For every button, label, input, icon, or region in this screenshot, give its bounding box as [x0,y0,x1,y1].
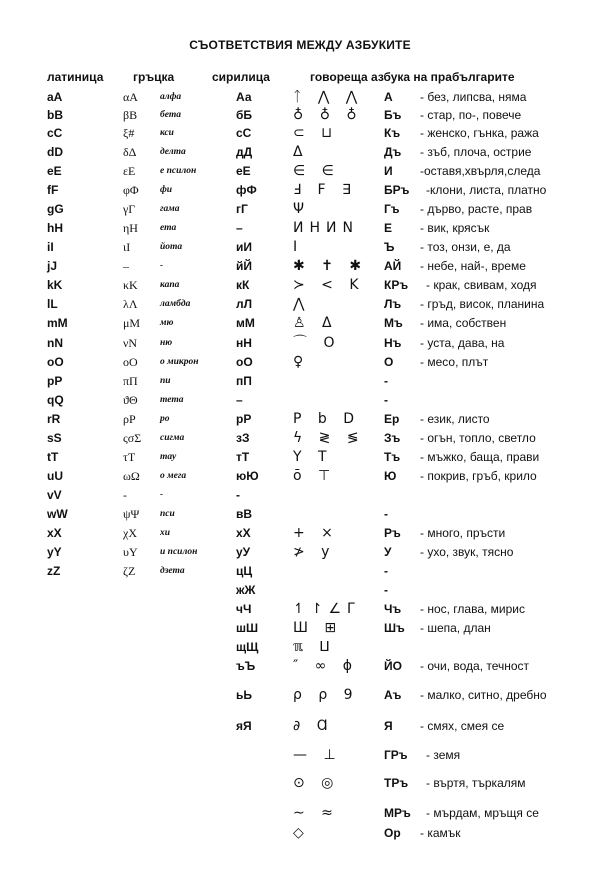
proto-glyph: P b D [293,411,361,427]
cyrillic-letter: жЖ [236,583,256,597]
table-row [0,257,600,275]
page-title: СЪОТВЕТСТВИЯ МЕЖДУ АЗБУКИТЕ [189,38,411,52]
proto-meaning: - крак, свивам, ходя [426,278,537,292]
proto-letter: Лъ [384,297,402,311]
latin-letter: jJ [47,259,58,273]
latin-letter: vV [47,488,62,502]
cyrillic-letter: лЛ [236,297,253,311]
proto-meaning: - вик, крясък [420,221,490,235]
proto-meaning: - стар, по-, повече [420,108,522,122]
table-row [0,219,600,237]
table-row [0,448,600,466]
greek-letter-name: е псилон [160,166,197,176]
proto-letter: Я [384,719,393,733]
proto-letter: Нъ [384,336,402,350]
greek-letter: δΔ [123,145,137,159]
greek-letter-name: ро [160,414,170,424]
cyrillic-letter: мМ [236,316,255,330]
table-row [0,143,600,161]
proto-letter: Аъ [384,688,402,702]
table-row [0,106,600,124]
table-row [0,391,600,409]
latin-letter: eE [47,164,62,178]
greek-letter: ιΙ [123,240,131,254]
proto-meaning: - много, пръсти [420,526,506,540]
proto-letter: ЙО [384,659,402,673]
greek-letter-name: алфа [160,92,182,102]
greek-letter-name: о микрон [160,357,199,367]
table-row [0,619,600,637]
table-row [0,295,600,313]
greek-letter: ρΡ [123,412,136,426]
latin-letter: lL [47,297,58,311]
greek-letter-name: - [160,490,164,500]
latin-letter: iI [47,240,54,254]
proto-glyph: Δ [293,144,309,160]
proto-glyph: ∂ Ɑ [293,718,334,734]
proto-glyph: ≻ < K [293,277,365,293]
proto-meaning: - без, липсва, няма [420,90,527,104]
greek-letter: – [123,259,129,273]
latin-letter: cC [47,126,63,140]
proto-letter: Къ [384,126,401,140]
table-row [0,276,600,294]
proto-meaning: - малко, ситно, дребно [420,688,547,702]
greek-letter-name: и псилон [160,547,198,557]
proto-meaning: - небе, най-, време [420,259,526,273]
cyrillic-letter: сС [236,126,252,140]
greek-letter-name: ета [160,223,177,233]
proto-glyph: ρ ρ 9 [293,687,359,703]
greek-letter: λΛ [123,297,138,311]
greek-letter-name: тета [160,395,184,405]
table-row [0,88,600,106]
latin-letter: aA [47,90,63,104]
table-row [0,804,600,822]
latin-letter: oO [47,355,64,369]
proto-glyph: Ⅎ F ∃ [293,182,357,198]
table-row [0,562,600,580]
greek-letter: υΥ [123,545,138,559]
greek-letter: ψΨ [123,507,140,521]
table-row [0,181,600,199]
header-proto: говореща азбука на прабългарите [310,70,515,84]
latin-letter: tT [47,450,59,464]
proto-glyph: ∈ ∈ [293,163,340,179]
cyrillic-letter: вВ [236,507,253,521]
proto-glyph: ≯ y [293,544,336,560]
greek-letter-name: делта [160,147,186,157]
proto-glyph: ⋀ [293,296,311,312]
proto-glyph: ↿↾∠Γ [293,601,361,617]
proto-meaning: - мъжко, баща, прави [420,450,540,464]
proto-letter: А [384,90,393,104]
proto-letter: Ъ [384,240,395,254]
greek-letter: ϑΘ [123,393,138,407]
table-row [0,353,600,371]
greek-letter: μΜ [123,316,141,330]
table-row [0,410,600,428]
greek-letter-name: сигма [160,433,185,443]
cyrillic-letter: шШ [236,621,259,635]
latin-letter: mM [47,316,68,330]
latin-letter: xX [47,526,62,540]
table-row [0,824,600,842]
proto-letter: Бъ [384,108,402,122]
latin-letter: nN [47,336,63,350]
proto-meaning: - тоз, онзи, е, да [420,240,511,254]
proto-glyph: + × [293,525,339,541]
proto-letter: Чъ [384,602,402,616]
latin-letter: sS [47,431,62,445]
latin-letter: zZ [47,564,61,578]
greek-letter: πΠ [123,374,138,388]
header-latin: латиница [47,70,104,84]
proto-letter: Ор [384,826,401,840]
proto-meaning: - уста, дава, на [420,336,505,350]
proto-meaning: - месо, плът [420,355,489,369]
cyrillic-letter: зЗ [236,431,250,445]
table-row [0,686,600,704]
proto-letter: О [384,355,394,369]
cyrillic-letter: чЧ [236,602,252,616]
proto-glyph: Ψ [293,201,311,217]
greek-letter-name: мю [160,318,174,328]
proto-meaning: - шепа, длан [420,621,491,635]
cyrillic-letter: дД [236,145,253,159]
proto-letter: МРъ [384,806,411,820]
proto-meaning: -оставя,хвърля,следа [420,164,541,178]
latin-letter: qQ [47,393,64,407]
proto-meaning: - зъб, плоча, острие [420,145,532,159]
table-row [0,429,600,447]
greek-letter: ηΗ [123,221,138,235]
table-row [0,467,600,485]
greek-letter-name: гама [160,204,180,214]
table-row [0,600,600,618]
cyrillic-letter: - [236,488,240,502]
cyrillic-letter: яЯ [236,719,252,733]
table-row [0,638,600,656]
proto-letter: Е [384,221,393,235]
proto-glyph: ⊙ ◎ [293,775,340,791]
table-row [0,162,600,180]
proto-meaning: - въртя, търкалям [426,776,526,790]
table-row [0,717,600,735]
greek-letter-name: фи [160,185,173,195]
proto-glyph: ϟ ≷ ≶ [293,430,365,446]
cyrillic-letter: – [236,393,243,407]
cyrillic-letter: кК [236,278,250,292]
cyrillic-letter: ъЪ [236,659,256,673]
cyrillic-letter: гГ [236,202,248,216]
table-row [0,314,600,332]
greek-letter: κΚ [123,278,138,292]
latin-letter: yY [47,545,62,559]
table-row [0,581,600,599]
proto-meaning: - ухо, звук, тясно [420,545,514,559]
table-row [0,543,600,561]
cyrillic-letter: уУ [236,545,251,559]
latin-letter: wW [47,507,68,521]
proto-glyph: ♙ Δ [293,315,338,331]
cyrillic-letter: оО [236,355,253,369]
table-row [0,774,600,792]
greek-letter: - [123,488,127,502]
proto-letter: АЙ [384,259,402,273]
proto-glyph: ◇ [293,825,310,841]
proto-letter: У [384,545,392,559]
proto-letter: Ръ [384,526,401,540]
greek-letter-name: хи [160,528,171,538]
proto-meaning: - гръд, висок, планина [420,297,545,311]
proto-glyph: ИНИN [293,220,359,236]
proto-letter: Мъ [384,316,403,330]
cyrillic-letter: ьЬ [236,688,253,702]
proto-glyph: Y T [293,449,333,465]
table-row [0,200,600,218]
cyrillic-letter: цЦ [236,564,253,578]
proto-letter: ГРъ [384,748,408,762]
greek-letter: ςσΣ [123,431,142,445]
proto-meaning: - очи, вода, течност [420,659,530,673]
greek-letter-name: йота [160,242,183,252]
table-row [0,124,600,142]
proto-glyph: ⊂ ⊔ [293,125,339,141]
cyrillic-letter: еЕ [236,164,251,178]
greek-letter: ξ# [123,126,135,140]
greek-letter: εΕ [123,164,136,178]
proto-meaning: - женско, гънка, ража [420,126,539,140]
greek-letter-name: пи [160,376,171,386]
greek-letter: φΦ [123,183,139,197]
greek-letter-name: дзета [160,566,185,576]
latin-letter: hH [47,221,63,235]
latin-letter: kK [47,278,63,292]
proto-letter: БРъ [384,183,410,197]
cyrillic-letter: йЙ [236,259,253,273]
table-row [0,334,600,352]
greek-letter: βΒ [123,108,138,122]
proto-meaning: - земя [426,748,461,762]
table-row [0,657,600,675]
proto-glyph: ᛏ ⋀ ⋀ [293,89,364,105]
table-row [0,746,600,764]
table-row [0,486,600,504]
greek-letter: τΤ [123,450,136,464]
greek-letter-name: пси [160,509,175,519]
greek-letter-name: кси [160,128,174,138]
greek-letter-name: бета [160,110,181,120]
proto-meaning: - нос, глава, мирис [420,602,525,616]
table-row [0,238,600,256]
proto-meaning: - мърдам, мръщя се [426,806,539,820]
cyrillic-letter: хХ [236,526,251,540]
cyrillic-letter: щЩ [236,640,259,654]
proto-letter: - [384,507,388,521]
proto-letter: - [384,583,388,597]
cyrillic-letter: рР [236,412,252,426]
latin-letter: rR [47,412,61,426]
cyrillic-letter: юЮ [236,469,259,483]
cyrillic-letter: Аа [236,90,252,104]
greek-letter: νΝ [123,336,138,350]
proto-letter: Зъ [384,431,401,445]
latin-letter: uU [47,469,63,483]
proto-letter: Тъ [384,450,401,464]
greek-letter-name: - [160,261,164,271]
proto-letter: ТРъ [384,776,409,790]
proto-meaning: - огън, топло, светло [420,431,536,445]
proto-letter: КРъ [384,278,409,292]
proto-letter: - [384,564,388,578]
greek-letter: γΓ [123,202,136,216]
proto-glyph: ⌒ O [293,335,341,351]
cyrillic-letter: фФ [236,183,257,197]
proto-glyph: ō ⊤ [293,468,337,484]
greek-letter: ζΖ [123,564,136,578]
greek-letter: χΧ [123,526,137,540]
proto-letter: Дъ [384,145,402,159]
proto-glyph: ✱ ✝ ✱ [293,258,368,274]
proto-letter: Шъ [384,621,405,635]
proto-glyph: — ⊥ [293,747,342,763]
latin-letter: fF [47,183,59,197]
cyrillic-letter: пП [236,374,252,388]
proto-glyph: ♀ [293,354,310,370]
greek-letter: οΟ [123,355,138,369]
greek-letter-name: о мега [160,471,187,481]
table-row [0,505,600,523]
proto-glyph: ♁ ♁ ♁ [293,107,363,123]
cyrillic-letter: бБ [236,108,253,122]
proto-glyph: ∼ ≈ [293,805,339,821]
proto-meaning: - дърво, расте, прав [420,202,533,216]
header-cyrillic: сирилица [212,70,270,84]
proto-meaning: - покрив, гръб, крило [420,469,537,483]
proto-letter: И [384,164,393,178]
proto-meaning: -клони, листа, платно [426,183,547,197]
proto-meaning: - има, собствен [420,316,507,330]
proto-letter: - [384,374,388,388]
header-greek: гръцка [133,70,175,84]
latin-letter: bB [47,108,63,122]
greek-letter-name: капа [160,280,180,290]
proto-glyph: ℼ ⵡ [293,639,336,655]
table-row [0,524,600,542]
latin-letter: pP [47,374,63,388]
proto-letter: - [384,393,388,407]
cyrillic-letter: иИ [236,240,253,254]
cyrillic-letter: – [236,221,243,235]
greek-letter-name: ламбда [160,299,191,309]
proto-letter: Гъ [384,202,400,216]
cyrillic-letter: тТ [236,450,250,464]
latin-letter: gG [47,202,64,216]
greek-letter-name: тау [160,452,177,462]
table-row [0,372,600,390]
proto-meaning: - език, листо [420,412,490,426]
proto-letter: Ю [384,469,397,483]
greek-letter-name: ню [160,338,173,348]
proto-meaning: - камък [420,826,461,840]
proto-letter: Ер [384,412,400,426]
greek-letter: ωΩ [123,469,140,483]
proto-glyph: Ш ⊞ [293,620,343,636]
cyrillic-letter: нН [236,336,252,350]
latin-letter: dD [47,145,63,159]
proto-glyph: I [293,239,304,255]
proto-glyph: ″ ∞ ϕ [293,658,359,674]
greek-letter: αΑ [123,90,138,104]
proto-meaning: - смях, смея се [420,719,505,733]
